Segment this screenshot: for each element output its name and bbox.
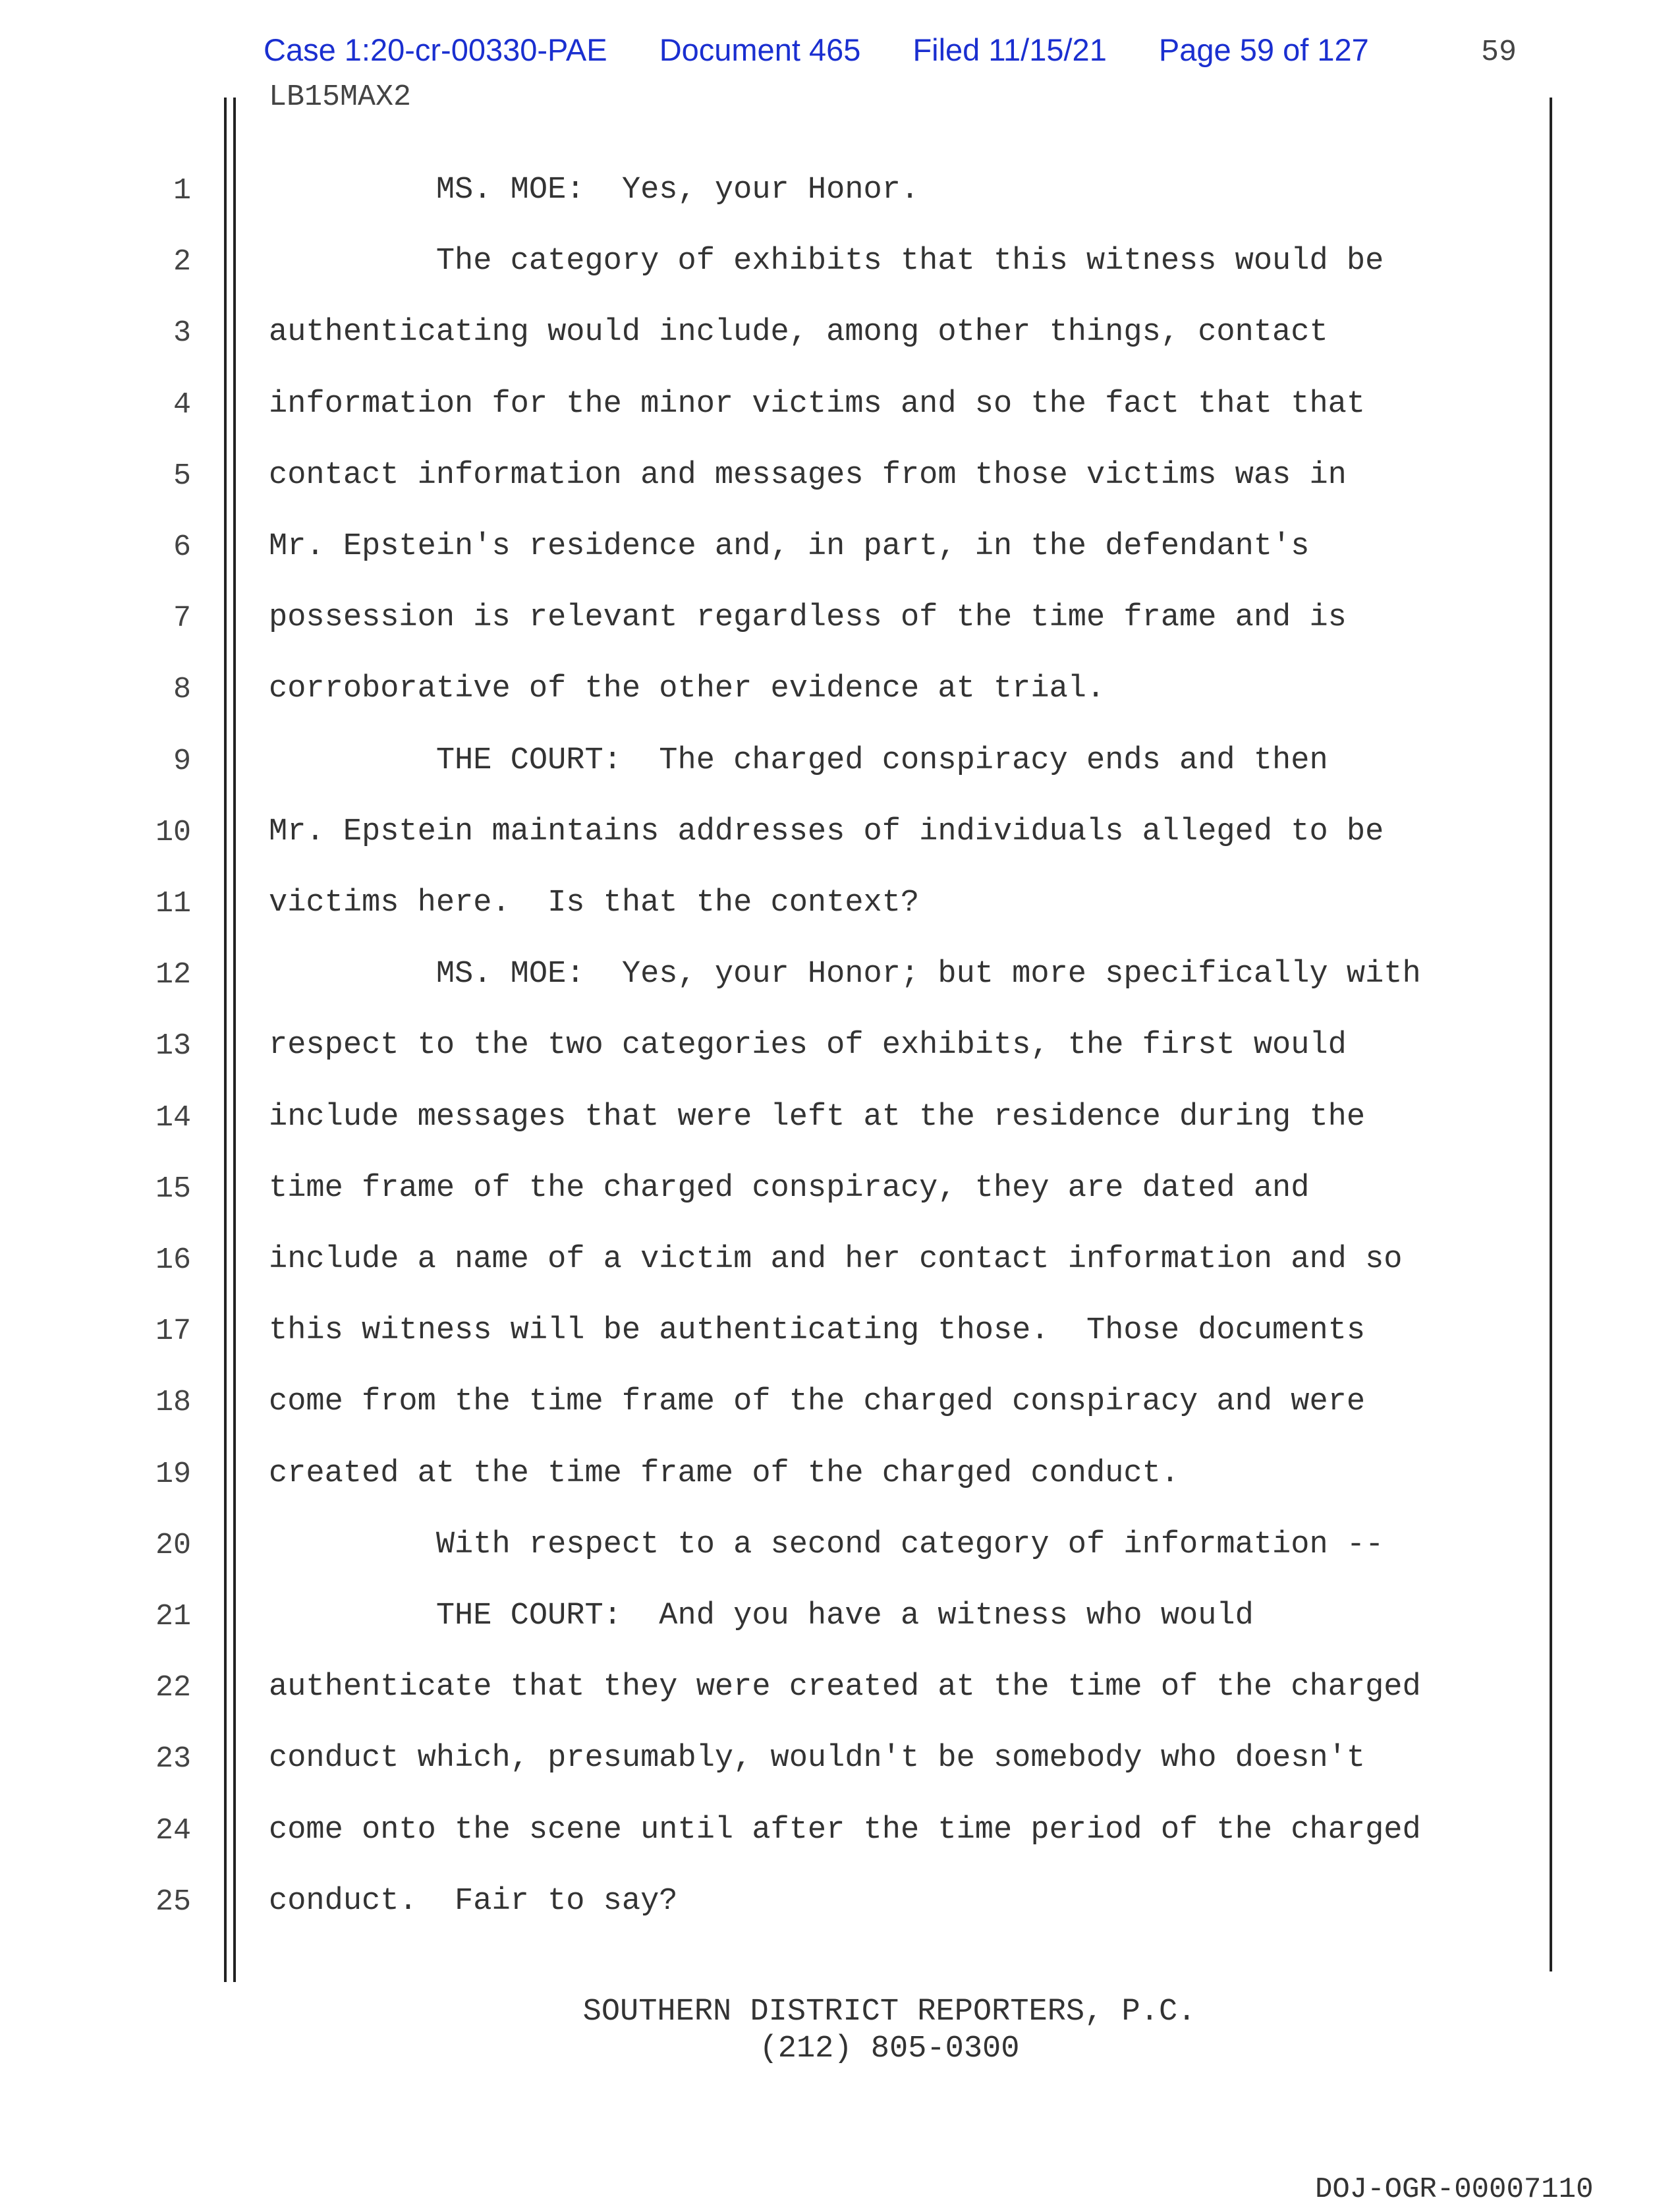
line-number: 5 <box>173 459 191 493</box>
left-margin-rule-inner <box>233 98 236 1982</box>
transcript-line: come onto the scene until after the time period of the charged <box>269 1813 1421 1848</box>
transcript-line: conduct. Fair to say? <box>269 1884 678 1919</box>
transcript-line: victims here. Is that the context? <box>269 886 920 921</box>
transcript-line: conduct which, presumably, wouldn't be somebody who doesn't <box>269 1741 1366 1776</box>
transcript-line: THE COURT: The charged conspiracy ends and then <box>269 743 1328 778</box>
transcript-line: authenticating would include, among other things, contact <box>269 315 1328 350</box>
line-number: 16 <box>155 1243 191 1277</box>
reporter-phone: (212) 805-0300 <box>759 2031 1020 2066</box>
session-code: LB15MAX2 <box>269 80 412 114</box>
transcript-line: THE COURT: And you have a witness who would <box>269 1599 1254 1633</box>
reporter-footer <box>0 1994 1680 2068</box>
page-of-total: Page 59 of 127 <box>1158 32 1369 67</box>
line-number: 10 <box>155 816 191 849</box>
transcript-line: include messages that were left at the residence during the <box>269 1100 1366 1135</box>
line-number: 1 <box>173 174 191 208</box>
line-number: 25 <box>155 1885 191 1919</box>
line-number: 4 <box>173 388 191 422</box>
left-margin-rule-outer <box>224 98 227 1982</box>
transcript-line: MS. MOE: Yes, your Honor; but more specifically with <box>269 957 1421 992</box>
line-number: 24 <box>155 1814 191 1848</box>
transcript-line: contact information and messages from those victims was in <box>269 458 1347 493</box>
transcript-line: this witness will be authenticating those. Those documents <box>269 1313 1366 1348</box>
right-margin-rule <box>1550 98 1552 1971</box>
transcript-line: Mr. Epstein's residence and, in part, in the defendant's <box>269 529 1310 564</box>
line-number: 20 <box>155 1529 191 1562</box>
line-number: 17 <box>155 1315 191 1348</box>
line-number: 3 <box>173 316 191 350</box>
transcript-line: come from the time frame of the charged conspiracy and were <box>269 1384 1366 1419</box>
line-number: 12 <box>155 958 191 992</box>
line-number: 22 <box>155 1671 191 1705</box>
transcript-line: corroborative of the other evidence at trial. <box>269 671 1106 706</box>
case-header-stamp <box>264 32 1369 68</box>
reporter-name: SOUTHERN DISTRICT REPORTERS, P.C. <box>582 1995 1196 2029</box>
line-number: 18 <box>155 1386 191 1419</box>
line-number: 7 <box>173 602 191 635</box>
bates-number: DOJ-OGR-00007110 <box>1315 2173 1594 2206</box>
transcript-line: information for the minor victims and so the fact that that <box>269 387 1366 422</box>
transcript-line: With respect to a second category of information -- <box>269 1527 1384 1562</box>
transcript-line: include a name of a victim and her contact information and so <box>269 1242 1403 1277</box>
transcript-line: created at the time frame of the charged conduct. <box>269 1456 1180 1491</box>
transcript-line: respect to the two categories of exhibits, the first would <box>269 1028 1347 1063</box>
line-number: 9 <box>173 745 191 778</box>
line-number: 6 <box>173 530 191 564</box>
document-number: Document 465 <box>659 32 861 67</box>
transcript-page-number: 59 <box>1481 36 1517 69</box>
line-number: 23 <box>155 1742 191 1776</box>
line-number: 2 <box>173 245 191 279</box>
case-number: Case 1:20-cr-00330-PAE <box>264 32 607 67</box>
transcript-line: authenticate that they were created at the time of the charged <box>269 1670 1421 1705</box>
line-number: 15 <box>155 1172 191 1206</box>
transcript-line: MS. MOE: Yes, your Honor. <box>269 173 920 208</box>
line-number: 13 <box>155 1029 191 1063</box>
transcript-line: The category of exhibits that this witness would be <box>269 244 1384 279</box>
transcript-line: possession is relevant regardless of the time frame and is <box>269 600 1347 635</box>
transcript-line: time frame of the charged conspiracy, they are dated and <box>269 1171 1310 1206</box>
line-number: 8 <box>173 673 191 706</box>
line-number: 21 <box>155 1600 191 1633</box>
line-number: 11 <box>155 887 191 921</box>
transcript-line: Mr. Epstein maintains addresses of individuals alleged to be <box>269 814 1384 849</box>
line-number: 14 <box>155 1101 191 1135</box>
line-number: 19 <box>155 1458 191 1491</box>
filed-date: Filed 11/15/21 <box>912 32 1107 67</box>
